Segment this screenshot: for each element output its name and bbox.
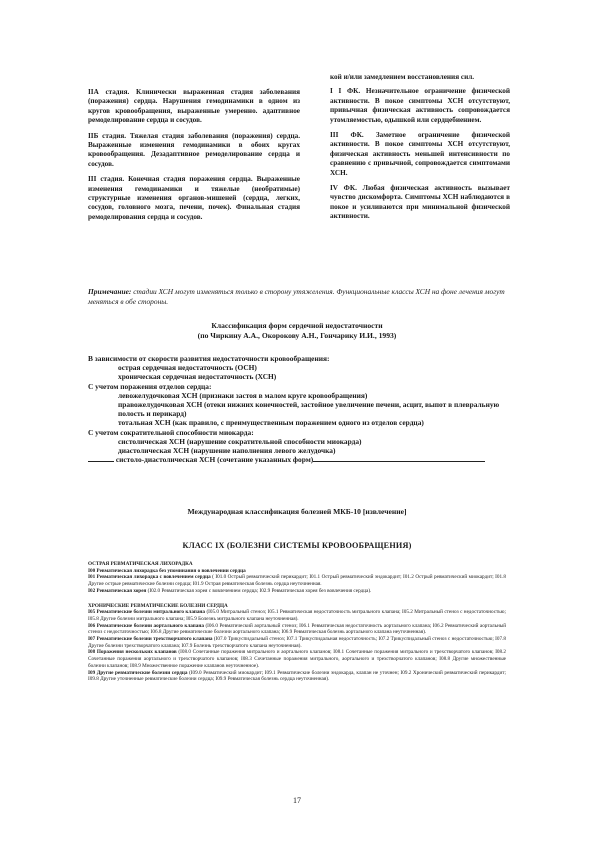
icd-item-code: I09 Другие ревматические болезни сердца	[88, 669, 188, 676]
list-item: С учетом сократительной способности миокарда:	[88, 427, 254, 437]
icd-item-body: (I07.0 Трикуспидальный стеноз; I07.1 Трикуспидальная недостаточность; I07.2 Трикуспидальный стеноз с недостаточностью; I07.8 Другие болезни трехстворчатого клапана; I07.9 Болезнь трехстворчатого клапана неуточненная).	[88, 636, 506, 649]
list-item: правожелудочковая ХСН (отеки нижних конечностей, застойное увеличение печени, асцит, выпот в плевральную полость и перикард)	[118, 400, 500, 419]
underline-left	[88, 455, 114, 462]
icd-item-code: I05 Ревматические болезни митрального клапана	[88, 609, 206, 616]
left-column	[88, 88, 300, 228]
list-item: С учетом поражения отделов сердца:	[88, 381, 212, 391]
note-label: Примечание:	[88, 287, 132, 296]
fc-continuation: кой и/или замедлением восстановления сил.	[330, 73, 475, 81]
classification-list	[88, 354, 518, 464]
icd-item-code: I08 Поражения нескольких клапанов	[88, 649, 177, 656]
list-item: диастолическая ХСН (нарушение наполнения левого желудочка)	[118, 446, 336, 456]
fc-4-paragraph: IV ФК. Любая физическая активность вызывает чувство дискомфорта. Симптомы ХСН наблюдаются в покое и усиливаются при минимальной физической активности.	[330, 184, 510, 221]
icd-item-body: (I05.0 Митральный стеноз; I05.1 Ревматическая недостаточность митрального клапана; I05.2 Митральный стеноз с недостаточностью; I05.8 Другие болезни митрального клапана; I05.9 Болезнь митрального клапана неуточненная).	[88, 609, 506, 622]
list-item: острая сердечная недостаточность (ОСН)	[118, 363, 257, 373]
classification-title	[88, 321, 506, 341]
page-number: 17	[293, 796, 301, 805]
stage-2a-paragraph: IIА стадия. Клинически выраженная стадия заболевания (поражения) сердца. Нарушения гемодинамики в одном из кругов кровообращения, выраженные умеренно. адаптивное ремоделирование сердца и сосудов.	[88, 88, 300, 125]
stage-2b-paragraph: IIБ стадия. Тяжелая стадия заболевания (поражения) сердца. Выраженные изменения гемодинамики в обоих кругах кровообращения. Дезадаптивное ремоделирование сердца и сосудов.	[88, 131, 300, 168]
fc-3-paragraph: III ФК. Заметное ограничение физической активности. В покое симптомы ХСН отсутствуют, физическая активность меньшей интенсивности по сравнению с привычной, сопровождается симптомами ХСН.	[330, 131, 510, 177]
icd-group-title: ХРОНИЧЕСКИЕ РЕВМАТИЧЕСКИЕ БОЛЕЗНИ СЕРДЦА	[88, 602, 228, 609]
icd-group-title: ОСТРАЯ РЕВМАТИЧЕСКАЯ ЛИХОРАДКА	[88, 561, 193, 567]
icd-item-body: (I02.0 Ревматическая хорея с вовлечением сердца; I02.9 Ревматическая хорея без вовлечения сердца).	[146, 587, 372, 594]
icd-item-body: (I09.0 Ревматический миокардит; I09.1 Ревматические болезни эндокарда, клапан не уточнен; I09.2 Хронический ревматический перикардит; I09.8 Другие уточненные ревматические болезни сердца; I09.9 Ревматическая болезнь сердца неуточненная).	[88, 669, 506, 683]
class-heading: КЛАСС IX (БОЛЕЗНИ СИСТЕМЫ КРОВООБРАЩЕНИЯ)	[182, 541, 412, 550]
icd-item-code: I00 Ревматическая лихорадка без упоминания о вовлечении сердца	[88, 567, 246, 574]
icd-item	[88, 636, 506, 649]
classification-title-line: Классификация форм сердечной недостаточности	[211, 321, 383, 330]
icd-item-code: I02 Ревматическая хорея	[88, 587, 147, 594]
icd-item-body: (I08.0 Сочетанные поражения митрального и аортального клапанов; I08.1 Сочетанные поражения митрального и трехстворчатого клапанов; I08.2 Сочетанные поражения аортального и трехстворчатого клапанов; I08.3 Сочетанные поражения митрального, аортального и трехстворчатого клапанов; I08.8 Другие множественные болезни клапанов; I08.9 Множественное поражение клапанов неуточненное).	[88, 649, 506, 669]
icd-item	[88, 623, 506, 636]
list-item-underlined	[88, 455, 518, 464]
icd-item	[88, 670, 506, 683]
note	[88, 287, 506, 307]
stage-3-paragraph: III стадия. Конечная стадия поражения сердца. Выраженные изменения гемодинамики и тяжелые (необратимые) структурные изменения органов-мишеней (сердца, легких, сосудов, головного мозга, печени, почек). Финальная стадия ремоделирования сердца и сосудов.	[88, 175, 300, 221]
underline-right	[313, 455, 485, 462]
note-text: стадии ХСН могут изменяться только в сторону утяжеления. Функциональные классы ХСН на фоне лечения могут меняться в обе стороны.	[88, 287, 505, 306]
icd-item-code: I07 Ревматические болезни трехстворчатого клапана	[88, 636, 213, 643]
icd-item-code: I06 Ревматические болезни аортального клапана	[88, 622, 204, 629]
icd-list	[88, 555, 506, 683]
icd-item-code: I01 Ревматическая лихорадка с вовлечением сердца	[88, 574, 211, 581]
icd-item-body: (I06.0 Ревматический аортальный стеноз; I06.1 Ревматическая недостаточность аортального клапана; I06.2 Ревматический аортальный стеноз с недостаточностью; I06.8 Другие ревматические болезни аортального клапана; I06.9 Ревматическая болезнь аортального клапана неуточненная).	[88, 622, 506, 636]
icd-item	[88, 588, 506, 595]
list-item: В зависимости от скорости развития недостаточности кровообращения:	[88, 354, 330, 363]
icd-item	[88, 649, 506, 669]
fc-2-paragraph: I I ФК. Незначительное ограничение физической активности. В покое симптомы ХСН отсутствуют, привычная физическая активность сопровождается утомляемостью, одышкой или сердцебиением.	[330, 87, 510, 124]
list-item: тотальная ХСН (как правило, с преимущественным поражением одного из отделов сердца)	[118, 418, 424, 428]
icd-item	[88, 609, 506, 622]
icd-item	[88, 574, 506, 587]
list-item-text: систоло-диастолическая ХСН (сочетание указанных форм)	[115, 455, 314, 465]
list-item: систолическая ХСН (нарушение сократительной способности миокарда)	[118, 436, 362, 446]
classification-subtitle: (по Чиркину А.А., Окорокову А.Н., Гончарику И.И., 1993)	[197, 331, 397, 340]
icd-item-body: ( I01.0 Острый ревматический перикардит; I01.1 Острый ревматический эндокардит; I01.2 Острый ревматический миокардит; I01.8 Другие острые ревматические болезни сердца; I01.9 Острая ревматическая болезнь сердца неуточненная.	[88, 574, 506, 588]
icd-heading: Международная классификация болезней МКБ-10 [извлечение]	[187, 507, 407, 516]
right-column	[330, 73, 510, 228]
list-item: левожелудочковая ХСН (признаки застоя в малом круге кровообращения)	[118, 390, 368, 400]
list-item: хроническая сердечная недостаточность (ХСН)	[118, 372, 277, 382]
